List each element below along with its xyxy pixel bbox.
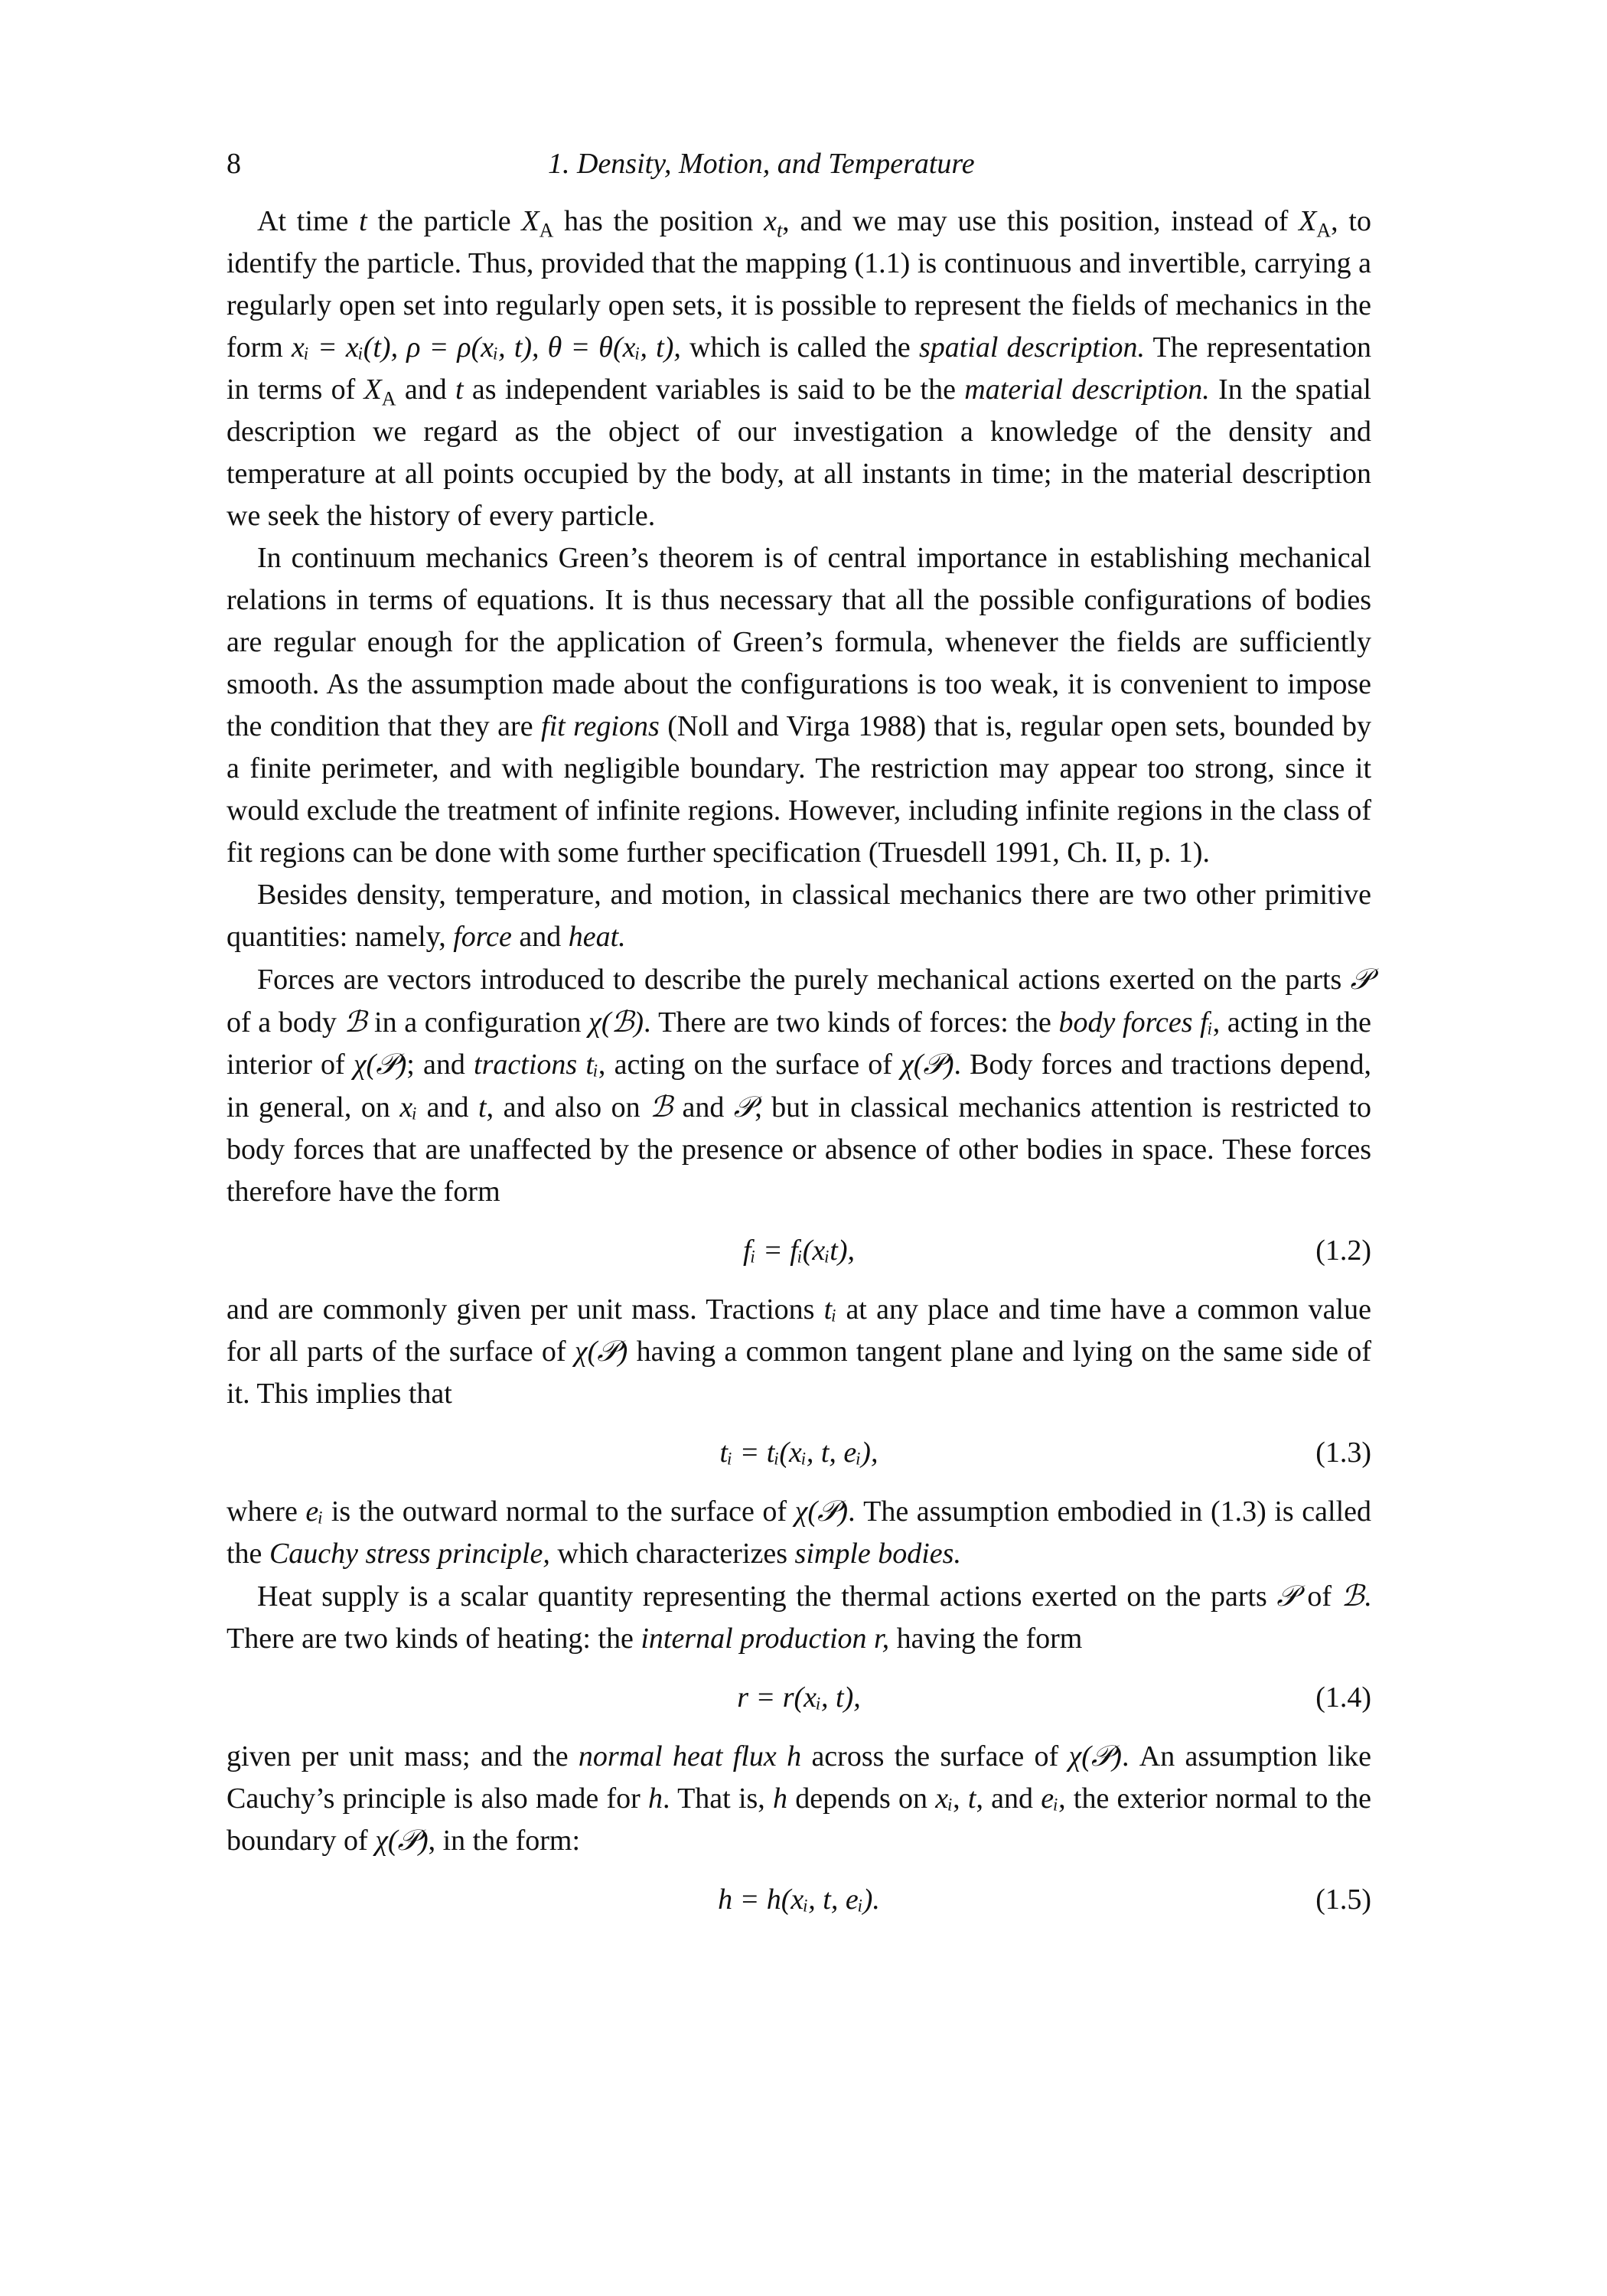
body-text xyxy=(227,201,1371,1938)
math-var: x xyxy=(764,205,777,237)
paragraph-7 xyxy=(227,1575,1371,1660)
text-run: is the outward normal to the surface of xyxy=(323,1495,795,1528)
paragraph-5 xyxy=(227,1289,1371,1415)
text-run: , and xyxy=(976,1782,1041,1815)
text-run: , xyxy=(953,1782,968,1815)
term-fit-regions: fit regions xyxy=(541,710,660,742)
term-heat: heat. xyxy=(568,921,626,953)
term-internal-production: internal production r, xyxy=(641,1623,890,1655)
inline-formula: χ(𝒫) xyxy=(794,1495,849,1528)
text-run: and xyxy=(396,373,456,406)
math-var: X xyxy=(521,205,539,237)
inline-formula: χ(𝒫) xyxy=(353,1049,407,1081)
math-sub: t xyxy=(776,219,783,242)
math-symbol: ℬ xyxy=(344,1005,367,1039)
text-run: which characterizes xyxy=(549,1538,795,1570)
text-run: . There are two kinds of heating: the xyxy=(227,1580,1371,1655)
math-var: xᵢ xyxy=(399,1091,418,1124)
running-title: 1. Density, Motion, and Temperature xyxy=(548,148,975,180)
text-run: Besides density, temperature, and motion, in classical mechanics there are two other primitive quantities: namely, xyxy=(227,879,1371,953)
math-sub: A xyxy=(381,387,396,410)
math-var: eᵢ xyxy=(1041,1782,1059,1815)
equation-formula: r = r(xᵢ, t), xyxy=(737,1681,861,1714)
math-var: X xyxy=(1299,205,1317,237)
term-force: force xyxy=(453,921,512,953)
text-run: . The assumption embodied in (1.3) is called the xyxy=(227,1495,1371,1570)
running-header xyxy=(227,147,1371,185)
equation-formula: h = h(xᵢ, t, eᵢ). xyxy=(718,1883,880,1916)
equation-1-2 xyxy=(227,1230,1371,1272)
math-var: X xyxy=(363,373,382,406)
text-run: where xyxy=(227,1495,306,1528)
inline-formula: χ(ℬ) xyxy=(588,1006,644,1039)
equation-number: (1.3) xyxy=(1315,1437,1371,1469)
paragraph-3 xyxy=(227,874,1371,958)
math-var: t xyxy=(455,373,464,406)
equation-formula: tᵢ = tᵢ(xᵢ, t, eᵢ), xyxy=(719,1437,878,1469)
term-simple-bodies: simple bodies. xyxy=(794,1538,961,1570)
equation-number: (1.5) xyxy=(1315,1883,1371,1916)
inline-formula: χ(𝒫) xyxy=(1068,1740,1122,1773)
text-run: . There are two kinds of forces: the xyxy=(644,1006,1059,1039)
text-run: In continuum mechanics Green’s theorem is of central importance in establishing mechanical relations in terms of equations. It is thus necessary that all the possible configurations of bodies are regular enough for the application of Green’s formula, whenever the fields are sufficiently smooth. As the assumption made about the configurations is too weak, it is convenient to impose the condition that they are xyxy=(227,542,1371,742)
text-run: in a configuration xyxy=(367,1006,589,1039)
equation-1-4 xyxy=(227,1677,1371,1719)
paragraph-4 xyxy=(227,958,1371,1213)
math-sub: A xyxy=(1316,219,1332,242)
math-var: h xyxy=(648,1782,663,1815)
math-symbol: 𝒫 xyxy=(1350,962,1371,996)
term-spatial-description: spatial description. xyxy=(918,331,1146,364)
text-run: At time xyxy=(257,205,360,237)
math-sub: A xyxy=(539,219,554,242)
text-run: depends on xyxy=(787,1782,936,1815)
text-run: has the position xyxy=(553,205,764,237)
math-var: eᵢ xyxy=(305,1495,324,1528)
inline-formula: xᵢ = xᵢ(t), ρ = ρ(xᵢ, t), θ = θ(xᵢ, t), xyxy=(292,331,681,364)
math-var: t xyxy=(478,1091,487,1124)
math-var: t xyxy=(967,1782,976,1815)
text-run: Forces are vectors introduced to describe the purely mechanical actions exerted on the parts xyxy=(257,964,1351,996)
text-run: across the surface of xyxy=(801,1740,1069,1773)
text-run: ; and xyxy=(406,1049,474,1081)
text-run: of xyxy=(1297,1580,1341,1613)
text-run: , acting in the interior of xyxy=(227,1006,1371,1081)
equation-number: (1.4) xyxy=(1315,1681,1371,1714)
term-normal-heat-flux: normal heat flux h xyxy=(578,1740,802,1773)
math-symbol: ℬ xyxy=(650,1090,673,1124)
text-run: , acting on the surface of xyxy=(598,1049,901,1081)
equation-1-5 xyxy=(227,1879,1371,1921)
term-cauchy-stress-principle: Cauchy stress principle, xyxy=(269,1538,550,1570)
math-symbol: ℬ xyxy=(1341,1579,1364,1613)
text-run: and xyxy=(672,1091,734,1124)
text-run: . An assumption like Cauchy’s principle is also made for xyxy=(227,1740,1371,1815)
math-var: xᵢ xyxy=(935,1782,953,1815)
equation-formula: fᵢ = fᵢ(xᵢt), xyxy=(742,1234,856,1267)
text-run: the particle xyxy=(367,205,522,237)
inline-formula: χ(𝒫) xyxy=(901,1049,954,1081)
text-run: , and we may use this position, instead of xyxy=(782,205,1299,237)
text-run: having the form xyxy=(889,1623,1083,1655)
text-run: and xyxy=(417,1091,479,1124)
page-number: 8 xyxy=(227,148,241,180)
inline-formula: χ(𝒫) xyxy=(375,1825,429,1857)
text-run: of a body xyxy=(227,1006,344,1039)
text-run: which is called the xyxy=(680,331,919,364)
math-var: t xyxy=(359,205,367,237)
text-run: . That is, xyxy=(663,1782,774,1815)
text-run: given per unit mass; and the xyxy=(227,1740,579,1773)
text-run: (Noll and Virga 1988) that is, regular open sets, bounded by a finite perimeter, and with negligible boundary. The restriction may appear too strong, since it would exclude the treatment of infinite regions. However, including infinite regions in the class of fit regions can be done with some further specification (Truesdell 1991, Ch. II, p. 1). xyxy=(227,710,1371,869)
equation-number: (1.2) xyxy=(1315,1234,1371,1267)
equation-1-3 xyxy=(227,1432,1371,1474)
text-run: , in the form: xyxy=(428,1825,581,1857)
term-body-forces: body forces fᵢ xyxy=(1058,1006,1213,1039)
text-run: . Body forces and tractions depend, in general, on xyxy=(227,1049,1371,1124)
math-symbol: 𝒫 xyxy=(1276,1579,1298,1613)
math-symbol: 𝒫 xyxy=(733,1090,755,1124)
paragraph-2 xyxy=(227,537,1371,874)
math-var: h xyxy=(773,1782,788,1815)
term-material-description: material description. xyxy=(964,373,1210,406)
paragraph-1 xyxy=(227,201,1371,537)
text-run: and are commonly given per unit mass. Tractions xyxy=(227,1293,824,1326)
term-tractions: tractions tᵢ xyxy=(474,1049,598,1081)
paragraph-8 xyxy=(227,1736,1371,1862)
text-run: The representation in terms of xyxy=(227,331,1371,406)
math-var: tᵢ xyxy=(823,1293,837,1326)
text-run: and xyxy=(511,921,569,953)
text-run: , but in classical mechanics attention is restricted to body forces that are unaffected by the presence or absence of other bodies in space. These forces therefore have the form xyxy=(227,1091,1371,1208)
text-run: at any place and time have a common value for all parts of the surface of xyxy=(227,1293,1371,1368)
text-run: , to identify the particle. Thus, provided that the mapping (1.1) is continuous and invertible, carrying a regularly open set into regularly open sets, it is possible to represent the fields of mechanics in the form xyxy=(227,205,1371,364)
text-run: , the exterior normal to the boundary of xyxy=(227,1782,1372,1857)
paragraph-6 xyxy=(227,1491,1371,1575)
text-run: as independent variables is said to be the xyxy=(463,373,965,406)
text-run: Heat supply is a scalar quantity representing the thermal actions exerted on the parts xyxy=(257,1580,1277,1613)
text-run: having a common tangent plane and lying on the same side of it. This implies that xyxy=(227,1336,1371,1410)
text-run: In the spatial description we regard as the object of our investigation a knowledge of the density and temperature at all points occupied by the body, at all instants in time; in the material description we seek the history of every particle. xyxy=(227,373,1371,532)
inline-formula: χ(𝒫) xyxy=(574,1336,628,1368)
text-run: , and also on xyxy=(486,1091,650,1124)
